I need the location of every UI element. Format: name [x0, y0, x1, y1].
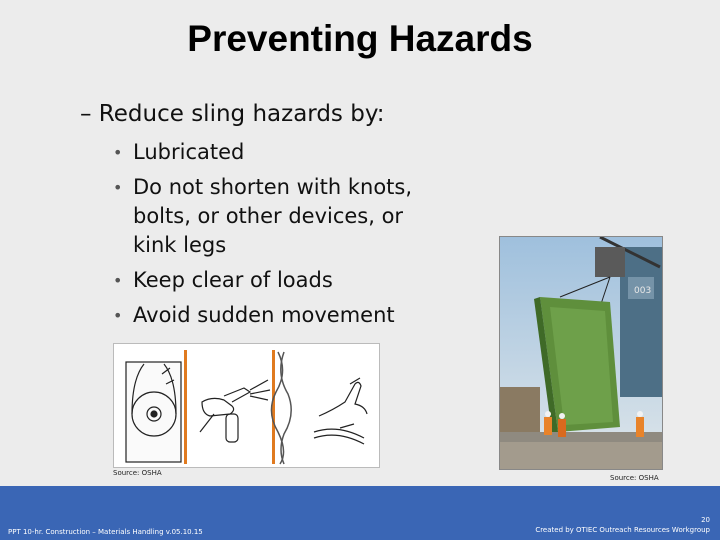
bullet-icon: • [113, 178, 123, 197]
bullet-text: Lubricated [133, 140, 245, 164]
footer-course-text: PPT 10-hr. Construction – Materials Handling v.05.10.15 [8, 528, 203, 536]
sling-hazard-illustration [113, 343, 380, 468]
bullet-icon: • [113, 143, 123, 162]
bullet-icon: • [113, 271, 123, 290]
bullet-item [113, 301, 453, 330]
crane-lift-photo [499, 236, 663, 470]
figure-right-source: Source: OSHA [610, 474, 659, 482]
bullet-item [113, 266, 453, 295]
bullet-list [113, 138, 453, 336]
slide-title: Preventing Hazards [187, 18, 533, 59]
bullet-text: Do not shorten with knots, bolts, or other devices, or kink legs [133, 175, 413, 257]
bullet-text: Keep clear of loads [133, 268, 333, 292]
photo-drawing [500, 237, 662, 469]
figure-left-source: Source: OSHA [113, 469, 162, 477]
illustration-drawing [114, 344, 379, 467]
bullet-item [113, 173, 453, 260]
footer-credit-text: Created by OTIEC Outreach Resources Workgroup [535, 526, 710, 534]
page-number: 20 [701, 516, 710, 524]
bullet-icon: • [113, 306, 123, 325]
footer-bar [0, 486, 720, 540]
bullet-item [113, 138, 453, 167]
bullet-text: Avoid sudden movement [133, 303, 395, 327]
subheading: – Reduce sling hazards by: [80, 101, 385, 127]
svg-text:003: 003 [634, 286, 652, 296]
